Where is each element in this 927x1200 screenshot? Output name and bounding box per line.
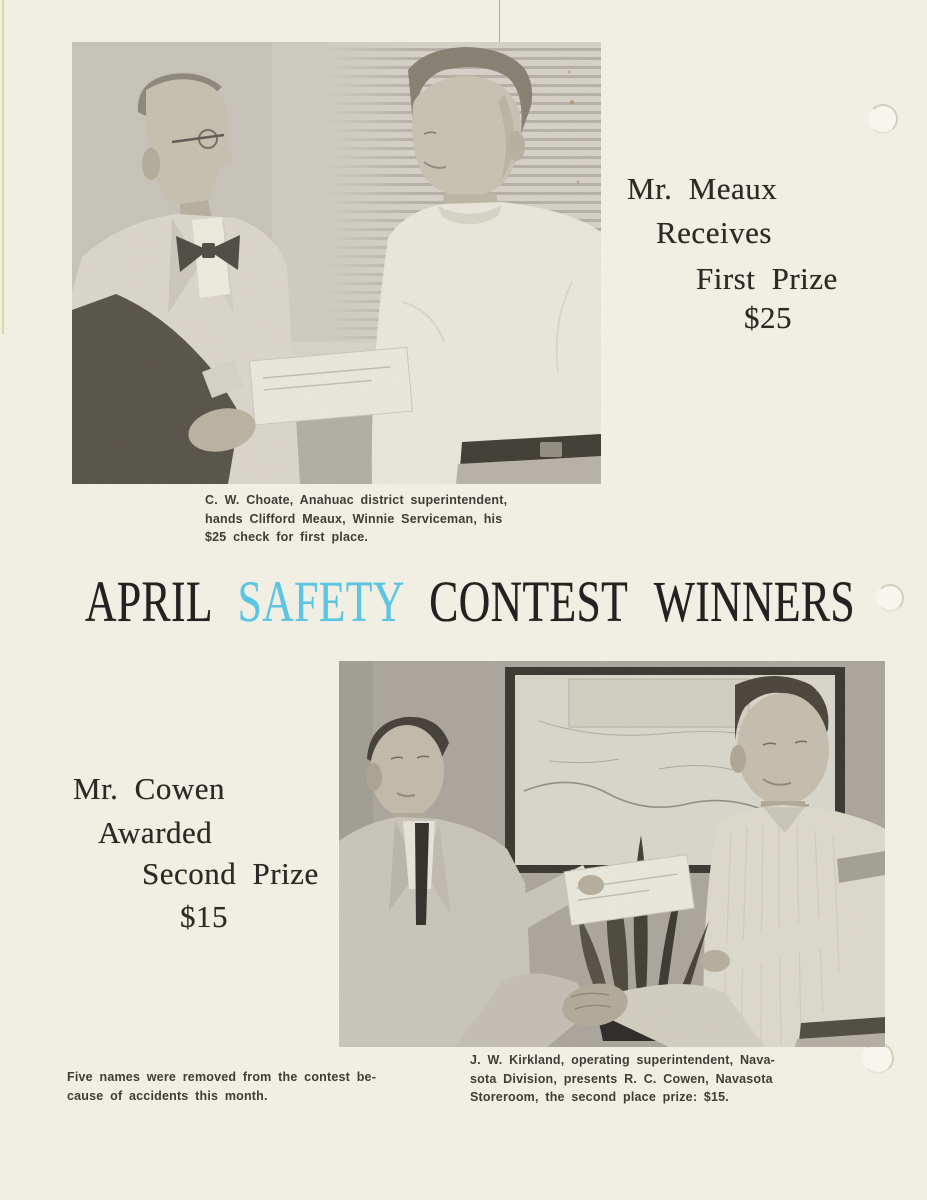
first-prize-line: Mr. Meaux (627, 171, 778, 206)
scan-scratch-mark (499, 0, 500, 42)
scan-edge-line (2, 0, 4, 334)
footnote-line: Five names were removed from the contest be- (67, 1070, 377, 1084)
first-prize-line: First Prize (696, 261, 838, 296)
second-prize-line: Second Prize (142, 856, 319, 891)
punch-hole-middle (876, 584, 904, 612)
photo-second-prize (339, 661, 885, 1047)
photo2-illustration (339, 661, 885, 1047)
first-prize-amount: $25 (744, 300, 792, 335)
punch-hole-top (868, 104, 898, 134)
second-prize-line: Awarded (98, 815, 213, 850)
contest-footnote (67, 1068, 387, 1105)
photo2-caption (470, 1051, 820, 1107)
headline-word-contest: CONTEST (429, 569, 628, 634)
headline (85, 568, 855, 635)
second-prize-line: Mr. Cowen (73, 771, 225, 806)
first-prize-line: Receives (656, 215, 772, 250)
caption-line: hands Clifford Meaux, Winnie Serviceman, his (205, 511, 503, 526)
headline-word-winners: WINNERS (653, 569, 855, 634)
caption-line: $25 check for first place. (205, 530, 369, 544)
second-prize-amount: $15 (180, 899, 228, 934)
caption-line: sota Division, presents R. C. Cowen, Navasota (470, 1071, 773, 1086)
caption-line: C. W. Choate, Anahuac district superintendent, (205, 493, 508, 507)
headline-word-safety: SAFETY (237, 569, 403, 634)
footnote-line: cause of accidents this month. (67, 1088, 268, 1103)
photo1-caption (205, 491, 545, 547)
photo-first-prize (72, 42, 601, 484)
headline-word-april: APRIL (85, 569, 212, 634)
photo1-illustration (72, 42, 601, 484)
caption-line: Storeroom, the second place prize: $15. (470, 1090, 729, 1104)
caption-line: J. W. Kirkland, operating superintendent, Nava- (470, 1053, 776, 1067)
